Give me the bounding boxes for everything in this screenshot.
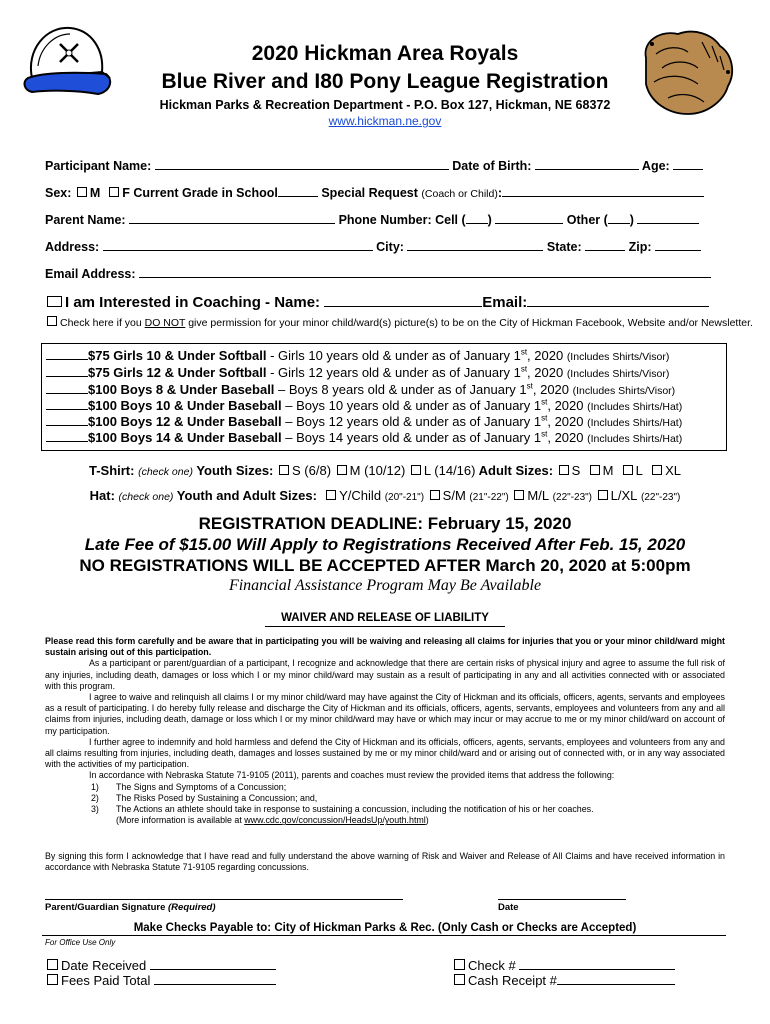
office-divider <box>42 935 726 936</box>
signature-required: (Required) <box>168 902 216 913</box>
list-text: The Signs and Symptoms of a Concussion; <box>116 781 287 792</box>
hat-sm-checkbox[interactable] <box>430 490 440 500</box>
fees-paid-label: Fees Paid Total <box>61 973 151 988</box>
fee-option[interactable] <box>46 397 682 413</box>
fee-desc: Girls 12 years old & under as of January 1 <box>278 365 521 380</box>
organization-address: Hickman Parks & Recreation Department - P.O. Box 127, Hickman, NE 68372 <box>159 98 611 112</box>
list-text: The Risks Posed by Sustaining a Concussion; and, <box>116 792 318 803</box>
other-phone-label: Other ( <box>566 213 608 227</box>
adult-l-label: L <box>635 463 643 478</box>
parent-row <box>45 211 699 227</box>
fee-blank[interactable] <box>46 347 88 360</box>
office-use-label: For Office Use Only <box>45 938 116 947</box>
fee-blank[interactable] <box>46 429 88 442</box>
financial-assistance-note: Financial Assistance Program May Be Available <box>228 577 542 594</box>
waiver-title: WAIVER AND RELEASE OF LIABILITY <box>281 612 489 624</box>
adult-m-label: M <box>602 463 614 478</box>
hat-ychild-checkbox[interactable] <box>326 490 336 500</box>
cash-receipt-row <box>452 972 675 988</box>
photo-text-1: Check here if you <box>60 317 145 329</box>
fee-option[interactable] <box>46 381 675 397</box>
coach-name-field[interactable] <box>324 293 482 307</box>
fee-blank[interactable] <box>46 381 88 394</box>
adult-l-checkbox[interactable] <box>623 465 633 475</box>
hat-check-one-note: (check one) <box>118 491 174 503</box>
zip-label: Zip: <box>628 240 652 254</box>
coach-email-field[interactable] <box>527 293 709 307</box>
list-number: 3) <box>91 804 99 815</box>
fee-sep: – <box>281 430 297 445</box>
form-title: 2020 Hickman Area Royals <box>251 42 519 65</box>
date-received-label: Date Received <box>61 958 147 973</box>
phone-paren: ) <box>487 213 492 227</box>
youth-sizes-label: Youth Sizes: <box>196 463 274 478</box>
check-field[interactable] <box>519 957 675 970</box>
sex-f-label: F <box>122 186 130 200</box>
list-item <box>45 815 725 826</box>
grade-label: Current Grade in School <box>133 186 278 200</box>
youth-l-checkbox[interactable] <box>411 465 421 475</box>
fee-option[interactable] <box>46 347 669 363</box>
tshirt-size-row <box>0 463 770 478</box>
fee-includes: (Includes Shirts/Visor) <box>572 385 676 397</box>
hat-ychild-label: Y/Child <box>339 488 382 503</box>
grade-field[interactable] <box>278 184 318 197</box>
hat-lxl-label: L/XL <box>610 488 638 503</box>
zip-field[interactable] <box>655 238 701 251</box>
parent-name-field[interactable] <box>129 211 335 224</box>
date-received-field[interactable] <box>150 957 276 970</box>
hat-sm-label: S/M <box>442 488 466 503</box>
youth-s-label: S (6/8) <box>292 463 332 478</box>
cdc-link[interactable]: www.cdc.gov/concussion/HeadsUp/youth.html <box>244 815 426 826</box>
check-row <box>452 957 675 973</box>
dob-field[interactable] <box>535 157 639 170</box>
fee-sep: – <box>274 382 289 397</box>
fee-includes: (Includes Shirts/Hat) <box>587 401 683 413</box>
fee-blank[interactable] <box>46 397 88 410</box>
fee-sep: – <box>281 414 297 429</box>
youth-m-label: M (10/12) <box>349 463 406 478</box>
youth-m-checkbox[interactable] <box>337 465 347 475</box>
address-row <box>45 238 701 254</box>
city-field[interactable] <box>407 238 543 251</box>
fee-sup: st <box>541 429 548 439</box>
acknowledgement: By signing this form I acknowledge that I have read and fully understand the above warning of Risk and Waiver and Release of All Claims and have received information in accordance with Nebraska Statute 71-9105 regarding concussions. <box>45 851 725 873</box>
waiver-paragraph: As a participant or parent/guardian of a participant, I recognize and acknowledge that there are certain risks of physical injury and agree to assume the full risk of any injuries, including death, damages or loss which I or my minor child/ward may sustain as a result of participating in any and all activities connected with or associated with this program. <box>45 658 725 691</box>
fee-sep: – <box>281 398 297 413</box>
concussion-list <box>45 782 725 827</box>
coach-email-label: Email: <box>482 294 528 311</box>
hat-ml-label: M/L <box>527 488 550 503</box>
other-area-field[interactable] <box>608 211 630 224</box>
fee-desc: Boys 10 years old & under as of January 1 <box>296 398 542 413</box>
address-label: Address: <box>45 240 100 254</box>
fee-name: $100 Boys 8 & Under Baseball <box>88 382 275 397</box>
signature-label-row <box>45 902 216 913</box>
phone-area-field[interactable] <box>466 211 488 224</box>
signature-label: Parent/Guardian Signature <box>45 902 166 913</box>
special-request-label: Special Request <box>321 186 418 200</box>
age-label: Age: <box>641 159 670 173</box>
photo-permission-checkbox[interactable] <box>47 316 57 326</box>
fee-desc: Girls 10 years old & under as of January 1 <box>278 348 521 363</box>
special-request-note: (Coach or Child) <box>421 188 498 200</box>
fee-desc: Boys 8 years old & under as of January 1 <box>288 382 527 397</box>
fees-paid-row <box>45 972 276 988</box>
phone-number-field[interactable] <box>495 211 563 224</box>
fee-includes: (Includes Shirts/Visor) <box>566 368 670 380</box>
tshirt-label: T-Shirt: <box>88 463 135 478</box>
sex-row <box>45 184 704 200</box>
signature-line[interactable] <box>45 899 403 900</box>
email-label: Email Address: <box>45 267 136 281</box>
form-subtitle: Blue River and I80 Pony League Registration <box>161 70 609 93</box>
cash-receipt-label: Cash Receipt # <box>468 973 557 988</box>
other-number-field[interactable] <box>637 211 699 224</box>
sex-label: Sex: <box>45 186 72 200</box>
adult-m-checkbox[interactable] <box>590 465 600 475</box>
fee-blank[interactable] <box>46 364 88 377</box>
more-info-text: (More information is available at <box>116 815 245 826</box>
waiver-body <box>45 636 725 826</box>
fee-desc: Boys 14 years old & under as of January 1 <box>296 430 542 445</box>
hat-size-row <box>0 488 770 503</box>
other-paren: ) <box>629 213 634 227</box>
waiver-intro: Please read this form carefully and be aware that in participating you will be waiving and releasing all claims for injuries that you or your minor child/ward might sustain arising out of this participation. <box>45 636 725 658</box>
fees-paid-checkbox[interactable] <box>47 974 58 985</box>
check-label: Check # <box>468 958 516 973</box>
parent-name-label: Parent Name: <box>45 213 126 227</box>
list-item <box>45 793 725 804</box>
fees-box <box>41 343 727 451</box>
fee-year: , 2020 <box>547 398 588 413</box>
address-field[interactable] <box>103 238 373 251</box>
special-colon: : <box>497 186 503 200</box>
payable-note: Make Checks Payable to: City of Hickman Parks & Rec. (Only Cash or Checks are Accepted) <box>133 922 637 934</box>
adult-s-label: S <box>571 463 581 478</box>
state-field[interactable] <box>585 238 625 251</box>
fee-name: $100 Boys 12 & Under Baseball <box>88 414 282 429</box>
photo-text-not: DO NOT <box>144 317 186 329</box>
hat-ychild-size: (20"-21") <box>384 492 425 503</box>
hat-ml-checkbox[interactable] <box>514 490 524 500</box>
youth-l-label: L (14/16) <box>423 463 476 478</box>
late-fee-notice: Late Fee of $15.00 Will Apply to Registrations Received After Feb. 15, 2020 <box>84 535 686 554</box>
hat-lxl-checkbox[interactable] <box>598 490 608 500</box>
email-row <box>45 265 711 281</box>
cash-receipt-checkbox[interactable] <box>454 974 465 985</box>
fee-includes: (Includes Shirts/Hat) <box>587 417 683 429</box>
special-request-field[interactable] <box>502 184 704 197</box>
adult-xl-label: XL <box>665 463 682 478</box>
adult-sizes-label: Adult Sizes: <box>478 463 554 478</box>
fee-year: , 2020 <box>527 348 567 363</box>
sex-f-checkbox[interactable] <box>109 187 119 197</box>
date-received-row <box>45 957 276 973</box>
fee-year: , 2020 <box>532 382 573 397</box>
check-one-note: (check one) <box>138 466 193 478</box>
list-number: 2) <box>91 792 99 803</box>
coach-row <box>45 293 709 311</box>
waiver-title-underline <box>265 626 505 627</box>
sex-m-label: M <box>89 186 101 200</box>
check-checkbox[interactable] <box>454 959 465 970</box>
photo-text-2: give permission for your minor child/ward(s) picture(s) to be on the City of Hickman Facebook, Website and/or Newsletter. <box>185 317 753 329</box>
fee-sup: st <box>526 381 533 391</box>
hat-label: Hat: <box>89 488 115 503</box>
hat-sm-size: (21"-22") <box>469 492 509 503</box>
adult-xl-checkbox[interactable] <box>652 465 662 475</box>
dob-label: Date of Birth: <box>452 159 532 173</box>
website-link[interactable]: www.hickman.ne.gov <box>328 114 442 128</box>
phone-label: Phone Number: Cell ( <box>338 213 466 227</box>
fee-name: $100 Boys 14 & Under Baseball <box>88 430 282 445</box>
waiver-paragraph: I agree to waive and relinquish all claims I or my minor child/ward may have against the City of Hickman and its officials, officers, agents, servants and employees as a result of participating. I do hereby fully release and discharge the City of Hickman and its officials, officers, agents, servants, employees and volunteers from any and all claims from injuries, including death, damage or loss which I or my minor child/ward may have or which may incur or may accrue to me or my minor child/ward on account of my participation. <box>45 692 725 736</box>
age-field[interactable] <box>673 157 703 170</box>
coach-label: I am Interested in Coaching - Name: <box>65 294 321 311</box>
waiver-paragraph: In accordance with Nebraska Statute 71-9105 (2011), parents and coaches must review the provided items that address the following: <box>89 770 615 781</box>
date-label: Date <box>498 902 519 913</box>
hat-ml-size: (22"-23") <box>552 492 593 503</box>
date-received-checkbox[interactable] <box>47 959 58 970</box>
fee-option[interactable] <box>46 429 682 445</box>
registration-deadline: REGISTRATION DEADLINE: February 15, 2020 <box>198 514 572 533</box>
fee-sup: st <box>520 364 528 374</box>
fee-year: , 2020 <box>547 414 588 429</box>
photo-permission-row <box>45 316 753 329</box>
fee-sup: st <box>520 347 528 357</box>
fee-includes: (Includes Shirts/Visor) <box>566 351 670 363</box>
fee-sup: st <box>541 413 548 423</box>
participant-row <box>45 157 703 173</box>
list-item <box>45 782 725 793</box>
sex-m-checkbox[interactable] <box>77 187 87 197</box>
waiver-paragraph: I further agree to indemnify and hold harmless and defend the City of Hickman and its officials, officers, agents, servants, employees and volunteers from any and all claims resulting from injuries, including death, damages and losses sustained by me or my minor child/ward and or arising out of connected with, or in any way associated with the activities of my participation. <box>45 736 725 770</box>
fee-year: , 2020 <box>547 430 588 445</box>
city-label: City: <box>376 240 404 254</box>
fee-option[interactable] <box>46 364 669 380</box>
cash-receipt-field[interactable] <box>557 972 675 985</box>
fee-name: $75 Girls 12 & Under Softball <box>88 365 267 380</box>
fees-paid-field[interactable] <box>154 972 276 985</box>
youth-s-checkbox[interactable] <box>279 465 289 475</box>
more-info-close: ) <box>425 815 429 826</box>
fee-name: $100 Boys 10 & Under Baseball <box>88 398 282 413</box>
fee-sep: - <box>266 365 279 380</box>
list-text: The Actions an athlete should take in response to sustaining a concussion, including the notification of his or her coaches. <box>116 804 594 815</box>
fee-sup: st <box>541 397 548 407</box>
list-number: 1) <box>91 781 99 792</box>
fee-year: , 2020 <box>527 365 567 380</box>
adult-s-checkbox[interactable] <box>559 465 569 475</box>
hat-sizes-label: Youth and Adult Sizes: <box>176 488 317 503</box>
fee-name: $75 Girls 10 & Under Softball <box>88 348 267 363</box>
fee-sep: - <box>266 348 279 363</box>
participant-name-field[interactable] <box>155 157 449 170</box>
final-deadline-notice: NO REGISTRATIONS WILL BE ACCEPTED AFTER March 20, 2020 at 5:00pm <box>79 556 691 575</box>
fee-desc: Boys 12 years old & under as of January 1 <box>296 414 542 429</box>
coach-checkbox[interactable] <box>47 296 62 307</box>
fee-blank[interactable] <box>46 413 88 426</box>
fee-option[interactable] <box>46 413 682 429</box>
hat-lxl-size: (22"-23") <box>641 492 681 503</box>
state-label: State: <box>546 240 582 254</box>
participant-name-label: Participant Name: <box>45 159 152 173</box>
list-item <box>45 804 725 815</box>
email-field[interactable] <box>139 265 711 278</box>
fee-includes: (Includes Shirts/Hat) <box>587 433 683 445</box>
date-line[interactable] <box>498 899 626 900</box>
